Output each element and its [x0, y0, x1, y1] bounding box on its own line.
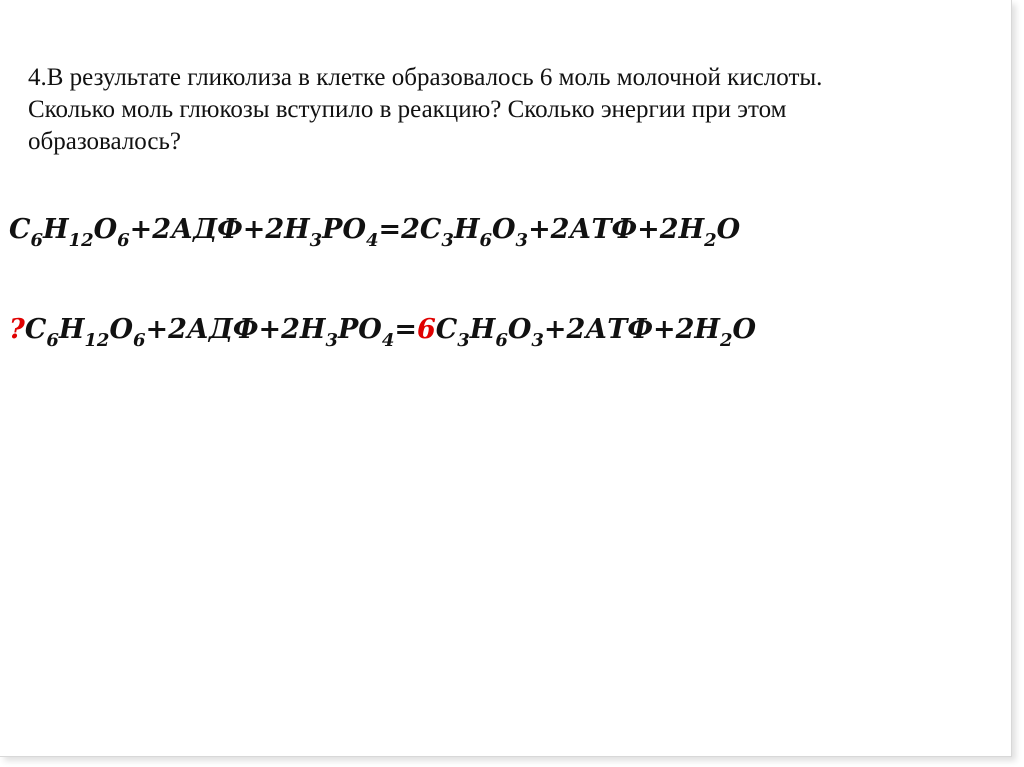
eq2-sub-5: 4: [381, 330, 395, 351]
eq1-part-5: PO: [322, 214, 366, 245]
eq2-sub-9: 2: [719, 330, 733, 351]
eq2-part-10: O: [732, 314, 756, 345]
eq2-part-6: C: [435, 314, 458, 345]
eq1-sub-2: 12: [68, 230, 94, 251]
eq2-part-4: +2АДФ+2H: [145, 314, 326, 345]
eq1-part-2: H: [43, 214, 69, 245]
eq2-part-3: O: [109, 314, 133, 345]
eq1-part-6: =2C: [378, 214, 442, 245]
eq2-sub-8: 3: [531, 330, 544, 351]
eq2-part-9: +2АТФ+2H: [543, 314, 720, 345]
eq1-part-1: C: [9, 214, 31, 245]
eq2-part-2: H: [58, 314, 85, 345]
eq1-part-7: H: [453, 214, 480, 245]
eq2-part-5: PO: [337, 314, 382, 345]
coefficient-six: 6: [416, 314, 436, 345]
eq2-sub-3: 6: [132, 330, 146, 351]
problem-text: 4.В результате гликолиза в клетке образовалось 6 моль молочной кислоты. Сколько моль глюкозы вступило в реакцию? Сколько энергии при этом образовалось?: [28, 64, 823, 155]
eq1-sub-4: 3: [309, 230, 323, 251]
eq2-part-7: H: [469, 314, 496, 345]
eq1-part-10: O: [716, 214, 741, 245]
eq2-sub-2: 12: [84, 330, 110, 351]
eq1-sub-8: 3: [515, 230, 529, 251]
eq2-part-1: C: [24, 314, 47, 345]
eq2-sub-6: 3: [457, 330, 470, 351]
glycolysis-equation: [9, 214, 741, 251]
eq2-equals: =: [394, 314, 417, 345]
solution-equation: [9, 314, 756, 351]
question-mark: ?: [9, 314, 25, 345]
eq1-part-9: +2АТФ+2H: [528, 214, 705, 245]
eq1-sub-9: 2: [704, 230, 717, 251]
eq1-sub-6: 3: [441, 230, 454, 251]
eq2-part-8: O: [507, 314, 532, 345]
eq1-part-3: O: [93, 214, 118, 245]
eq1-sub-7: 6: [479, 230, 492, 251]
eq1-part-8: O: [492, 214, 516, 245]
eq1-sub-5: 4: [365, 230, 379, 251]
eq1-sub-1: 6: [30, 230, 44, 251]
eq1-sub-3: 6: [117, 230, 130, 251]
eq1-part-4: +2АДФ+2H: [129, 214, 310, 245]
eq2-sub-4: 3: [325, 330, 338, 351]
eq2-sub-7: 6: [495, 330, 508, 351]
eq2-sub-1: 6: [46, 330, 59, 351]
